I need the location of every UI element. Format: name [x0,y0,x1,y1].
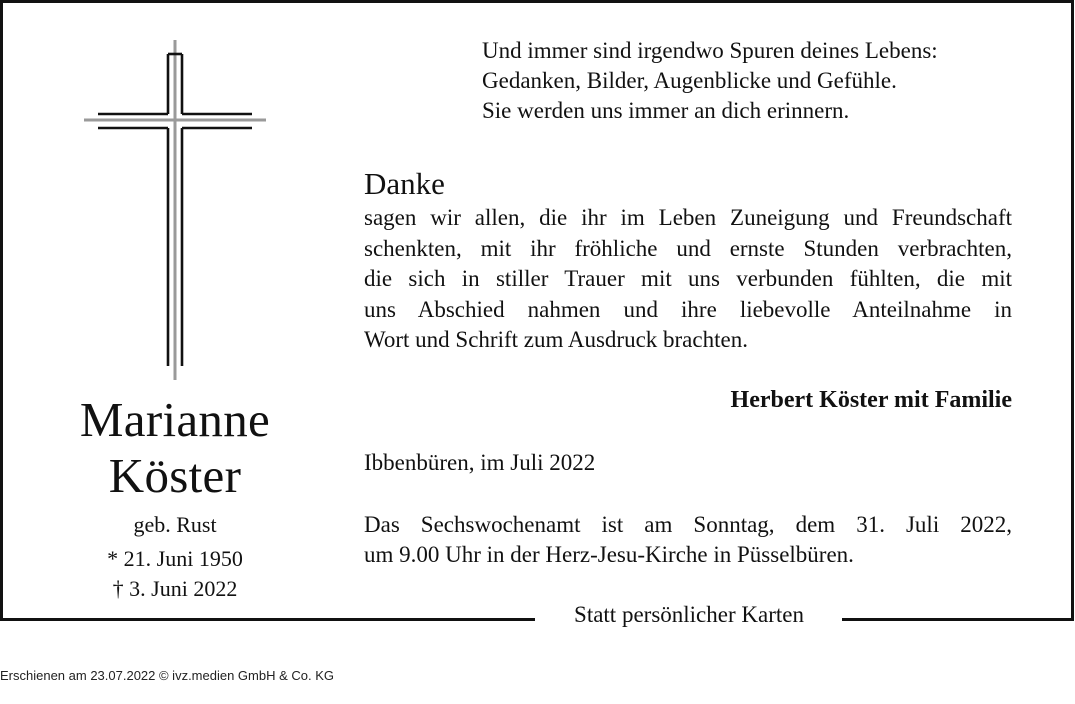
cross-icon [84,40,266,380]
deceased-first-name: Marianne [79,392,271,447]
thanks-line: die sich in stiller Trauer mit uns verbunden fühlten, die mit [364,266,1012,291]
quote-line: Gedanken, Bilder, Augenblicke und Gefühle. [482,68,897,93]
thanks-text [364,203,1012,356]
mass-line: Das Sechswochenamt ist am Sonntag, dem 31. Juli 2022, [364,512,1012,537]
deceased-maiden-name: geb. Rust [133,512,217,537]
mass-announcement [364,510,1012,570]
place-date: Ibbenbüren, im Juli 2022 [364,450,596,475]
thanks-line: uns Abschied nahmen und ihre liebevolle Anteilnahme in [364,296,1012,322]
memorial-quote [482,36,1042,126]
thanks-line: schenkten, mit ihr fröhliche und ernste Stunden verbrachten, [364,235,1012,261]
frame-border-top [0,0,1073,3]
footer-note: Statt persönlicher Karten [574,602,804,627]
quote-line: Und immer sind irgendwo Spuren deines Lebens: [482,38,938,63]
deceased-block [40,392,310,604]
deceased-birth-date: * 21. Juni 1950 [107,546,243,571]
quote-line: Sie werden uns immer an dich erinnern. [482,98,850,123]
deceased-death-date: † 3. Juni 2022 [112,576,238,601]
frame-border-left [0,0,3,621]
deceased-last-name: Köster [108,448,242,503]
publication-info: Erschienen am 23.07.2022 © ivz.medien GmbH & Co. KG [0,668,335,683]
thanks-heading: Danke [364,166,445,201]
thanks-line: sagen wir allen, die ihr im Leben Zuneigung und Freundschaft [364,205,1012,230]
frame-border-bottom-right [842,618,1074,621]
thanks-line: Wort und Schrift zum Ausdruck brachten. [364,327,748,352]
frame-border-right [1071,0,1074,621]
family-signature: Herbert Köster mit Familie [730,387,1012,413]
mass-line: um 9.00 Uhr in der Herz-Jesu-Kirche in Püsselbüren. [364,542,854,567]
frame-border-bottom-left [0,618,535,621]
